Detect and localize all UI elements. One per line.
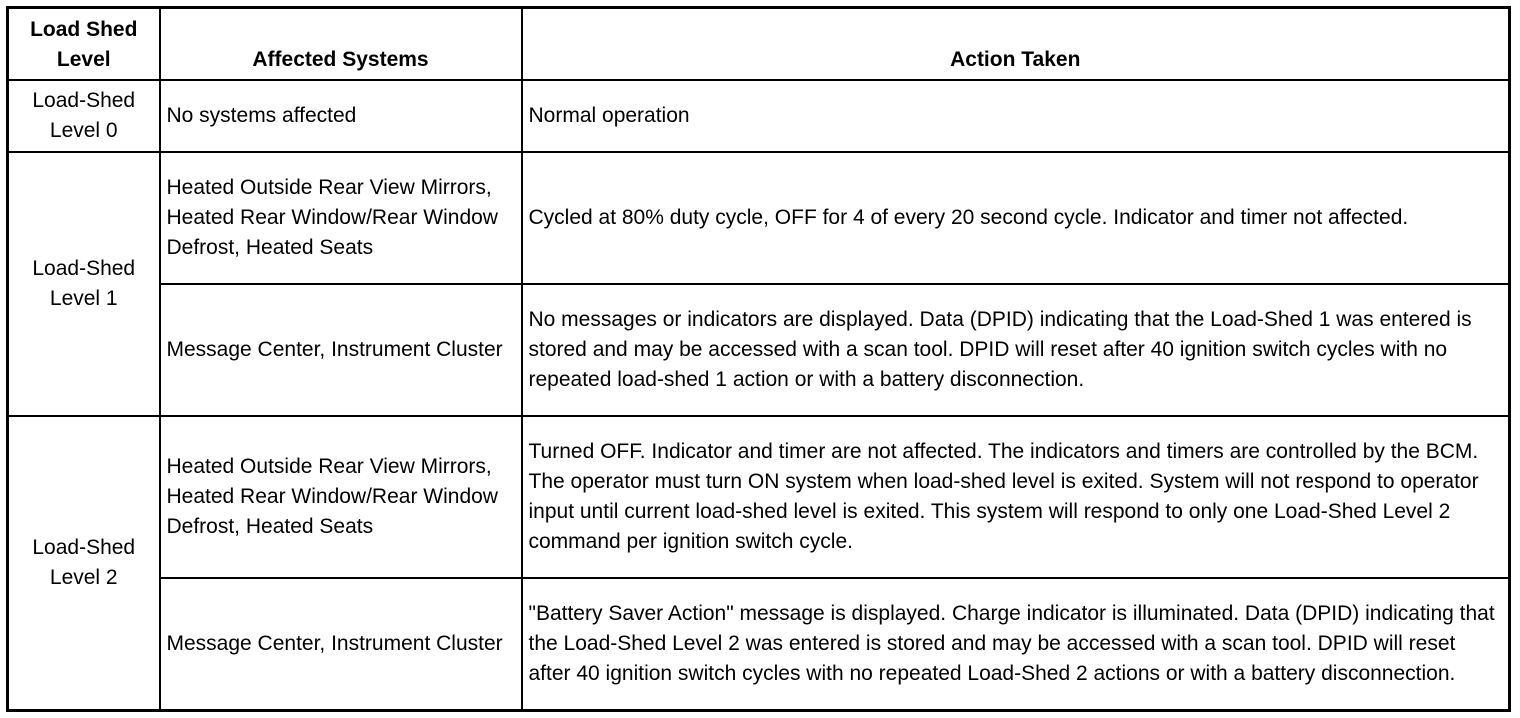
table-row xyxy=(8,578,1510,710)
header-affected-systems: Affected Systems xyxy=(160,8,522,80)
affected-systems-cell: No systems affected xyxy=(160,80,522,152)
level-cell: Load-Shed Level 2 xyxy=(8,416,160,710)
affected-systems-cell: Message Center, Instrument Cluster xyxy=(160,284,522,416)
action-taken-cell: Cycled at 80% duty cycle, OFF for 4 of every 20 second cycle. Indicator and timer not affected. xyxy=(522,152,1510,284)
level-cell: Load-Shed Level 1 xyxy=(8,152,160,416)
affected-systems-cell: Heated Outside Rear View Mirrors, Heated Rear Window/Rear Window Defrost, Heated Seats xyxy=(160,152,522,284)
load-shed-table xyxy=(6,6,1511,712)
action-taken-cell: "Battery Saver Action" message is displayed. Charge indicator is illuminated. Data (DPID) indicating that the Load-Shed Level 2 was entered is stored and may be accessed with a scan tool. DPID will reset after 40 ignition switch cycles with no repeated Load-Shed 2 actions or with a battery disconnection. xyxy=(522,578,1510,710)
header-action-taken: Action Taken xyxy=(522,8,1510,80)
table-row xyxy=(8,416,1510,578)
affected-systems-cell: Heated Outside Rear View Mirrors, Heated Rear Window/Rear Window Defrost, Heated Seats xyxy=(160,416,522,578)
affected-systems-cell: Message Center, Instrument Cluster xyxy=(160,578,522,710)
action-taken-cell: No messages or indicators are displayed. Data (DPID) indicating that the Load-Shed 1 was entered is stored and may be accessed with a scan tool. DPID will reset after 40 ignition switch cycles with no repeated load-shed 1 action or with a battery disconnection. xyxy=(522,284,1510,416)
action-taken-cell: Turned OFF. Indicator and timer are not affected. The indicators and timers are controlled by the BCM. The operator must turn ON system when load-shed level is exited. System will not respond to operator input until current load-shed level is exited. This system will respond to only one Load-Shed Level 2 command per ignition switch cycle. xyxy=(522,416,1510,578)
table-row xyxy=(8,284,1510,416)
header-load-shed-level: Load Shed Level xyxy=(8,8,160,80)
table-row xyxy=(8,80,1510,152)
table-header-row xyxy=(8,8,1510,80)
level-cell: Load-Shed Level 0 xyxy=(8,80,160,152)
action-taken-cell: Normal operation xyxy=(522,80,1510,152)
table-row xyxy=(8,152,1510,284)
